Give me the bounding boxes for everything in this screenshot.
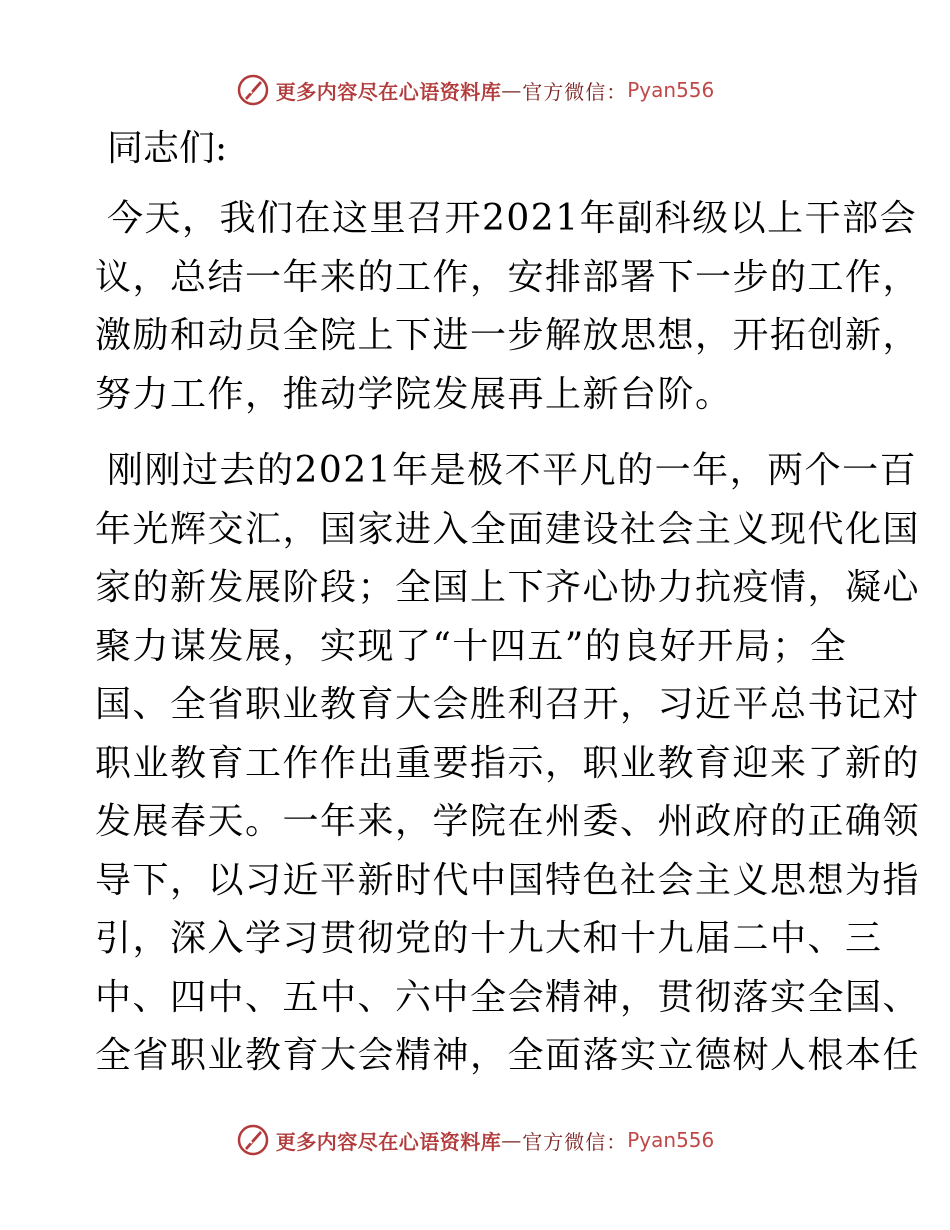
watermark-wechat-id: Pyan556	[627, 78, 715, 102]
quill-pen-icon	[236, 1123, 270, 1157]
text-line: 议，总结一年来的工作，安排部署下一步的工作，	[95, 256, 921, 298]
text-line: 激励和动员全院上下进一步解放思想，开拓创新，	[95, 315, 921, 356]
footer-watermark	[0, 1120, 950, 1160]
text-line: 职业教育工作作出重要指示，职业教育迎来了新的	[95, 742, 921, 784]
text-line: 国、全省职业教育大会胜利召开，习近平总书记对	[95, 684, 921, 725]
text-line: 家的新发展阶段；全国上下齐心协力抗疫情，凝心	[95, 567, 921, 608]
header-watermark	[0, 70, 950, 110]
watermark-official-label: 官方微信：	[522, 1129, 628, 1154]
watermark-brand: 更多内容尽在心语资料库	[275, 1129, 502, 1154]
text-line: 全省职业教育大会精神，全面落实立德树人根本任	[95, 1035, 921, 1076]
salutation: 同志们:	[107, 128, 228, 169]
text-line: 年光辉交汇，国家进入全面建设社会主义现代化国	[95, 508, 921, 550]
watermark-official-label: 官方微信：	[522, 79, 628, 104]
text-line: 刚刚过去的2021年是极不平凡的一年，两个一百	[107, 450, 918, 491]
quill-pen-icon	[236, 73, 270, 107]
text-line: 中、四中、五中、六中全会精神，贯彻落实全国、	[95, 976, 921, 1018]
text-line: 今天，我们在这里召开2021年副科级以上干部会	[107, 198, 918, 239]
paragraph-1	[95, 190, 921, 424]
watermark-separator: —	[501, 78, 523, 102]
paragraph-2	[95, 442, 921, 1086]
text-line: 发展春天。一年来，学院在州委、州政府的正确领	[95, 801, 921, 842]
text-line: 导下，以习近平新时代中国特色社会主义思想为指	[95, 859, 921, 901]
text-line: 聚力谋发展，实现了“十四五”的良好开局；全	[95, 625, 848, 667]
text-line: 努力工作，推动学院发展再上新台阶。	[95, 373, 733, 415]
text-line: 引，深入学习贯彻党的十九大和十九届二中、三	[95, 918, 883, 959]
watermark-brand: 更多内容尽在心语资料库	[275, 79, 502, 104]
watermark-separator: —	[501, 1128, 523, 1152]
watermark-wechat-id: Pyan556	[627, 1128, 715, 1152]
document-body	[95, 123, 921, 1104]
